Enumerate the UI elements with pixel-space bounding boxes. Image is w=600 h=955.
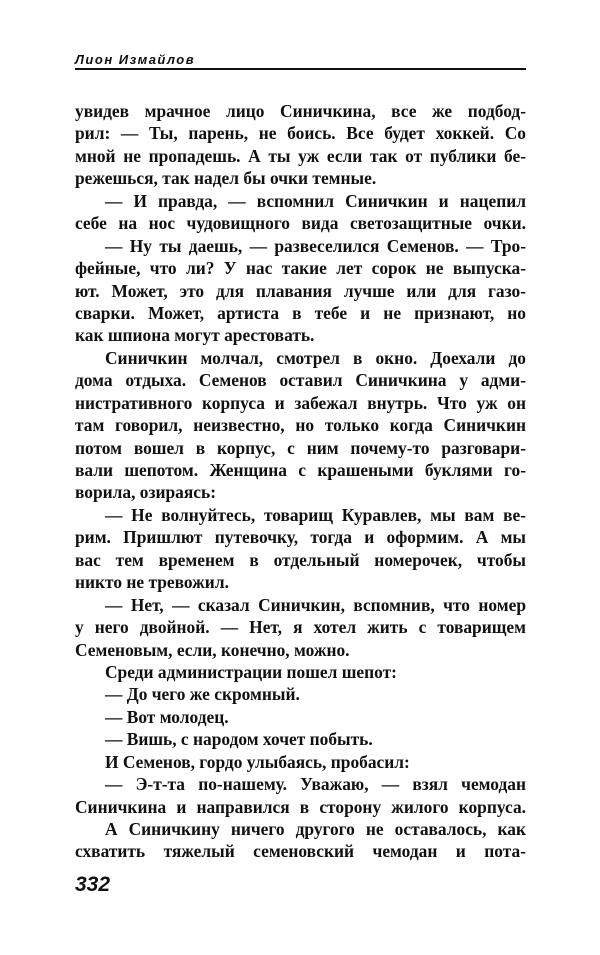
text-line: себе на нос чудовищного вида светозащитные очки. [75,213,526,234]
text-line: потом вошел в корпус, с ним почему-то разговари- [75,437,526,458]
text-line: как шпиона могут арестовать. [75,325,315,346]
text-line: Среди администрации пошел шепот: [105,661,397,682]
text-line: там говорил, неизвестно, но только когда Синичкин [75,415,526,436]
page-number: 332 [75,873,111,896]
text-line: Семеновым, если, конечно, можно. [75,639,350,660]
running-head-author: Лион Измайлов [75,52,196,67]
text-line: нистративного корпуса и забежал внутрь. Что уж он [75,392,526,413]
text-line: сварки. Может, артиста в тебе и не признают, но [75,302,526,323]
text-line: никто не тревожил. [75,572,229,593]
text-line: А Синичкину ничего другого не оставалось, как [105,819,526,839]
text-line: схватить тяжелый семеновский чемодан и пота- [75,841,526,862]
text-line: мной не пропадешь. А ты уж если так от публики бе- [75,145,526,166]
body-text [75,100,526,863]
text-line: фейные, что ли? У нас такие лет сорок не выпуска- [75,258,526,279]
text-line: — Не волнуйтесь, товарищ Куравлев, мы вам ве- [105,504,526,525]
text-line: — И правда, — вспомнил Синичкин и нацепил [105,190,526,211]
text-line: рил: — Ты, парень, не боись. Все будет хоккей. Со [75,123,526,144]
text-line: вас тем временем в отдельный номерочек, чтобы [75,549,526,570]
text-line: Синичкин молчал, смотрел в окно. Доехали до [105,347,526,368]
text-line: — До чего же скромный. [105,684,300,705]
text-line: ют. Может, это для плавания лучше или для газо- [75,280,526,301]
text-line: — Нет, — сказал Синичкин, вспомнив, что номер [105,594,526,615]
text-line: И Семенов, гордо улыбаясь, пробасил: [105,751,410,772]
text-line: у него двойной. — Нет, я хотел жить с товарищем [75,617,526,638]
text-line: — Ну ты даешь, — развеселился Семенов. — Тро- [105,235,526,256]
text-line: — Вот молодец. [105,706,229,727]
text-line: — Э-т-та по-нашему. Уважаю, — взял чемодан [105,774,526,795]
text-line: режешься, так надел бы очки темные. [75,168,377,189]
header-rule [75,68,526,70]
text-line: вали шепотом. Женщина с крашеными буклями го- [75,460,526,480]
text-line: Синичкина и направился в сторону жилого корпуса. [75,796,526,817]
text-line: увидев мрачное лицо Синичкина, все же подбод- [75,101,526,121]
text-line: ворила, озираясь: [75,482,216,503]
text-line: дома отдыха. Семенов оставил Синичкина у адми- [75,370,526,391]
text-line: рим. Пришлют путевочку, тогда и оформим. А мы [75,527,526,548]
text-line: — Вишь, с народом хочет побыть. [105,729,373,750]
